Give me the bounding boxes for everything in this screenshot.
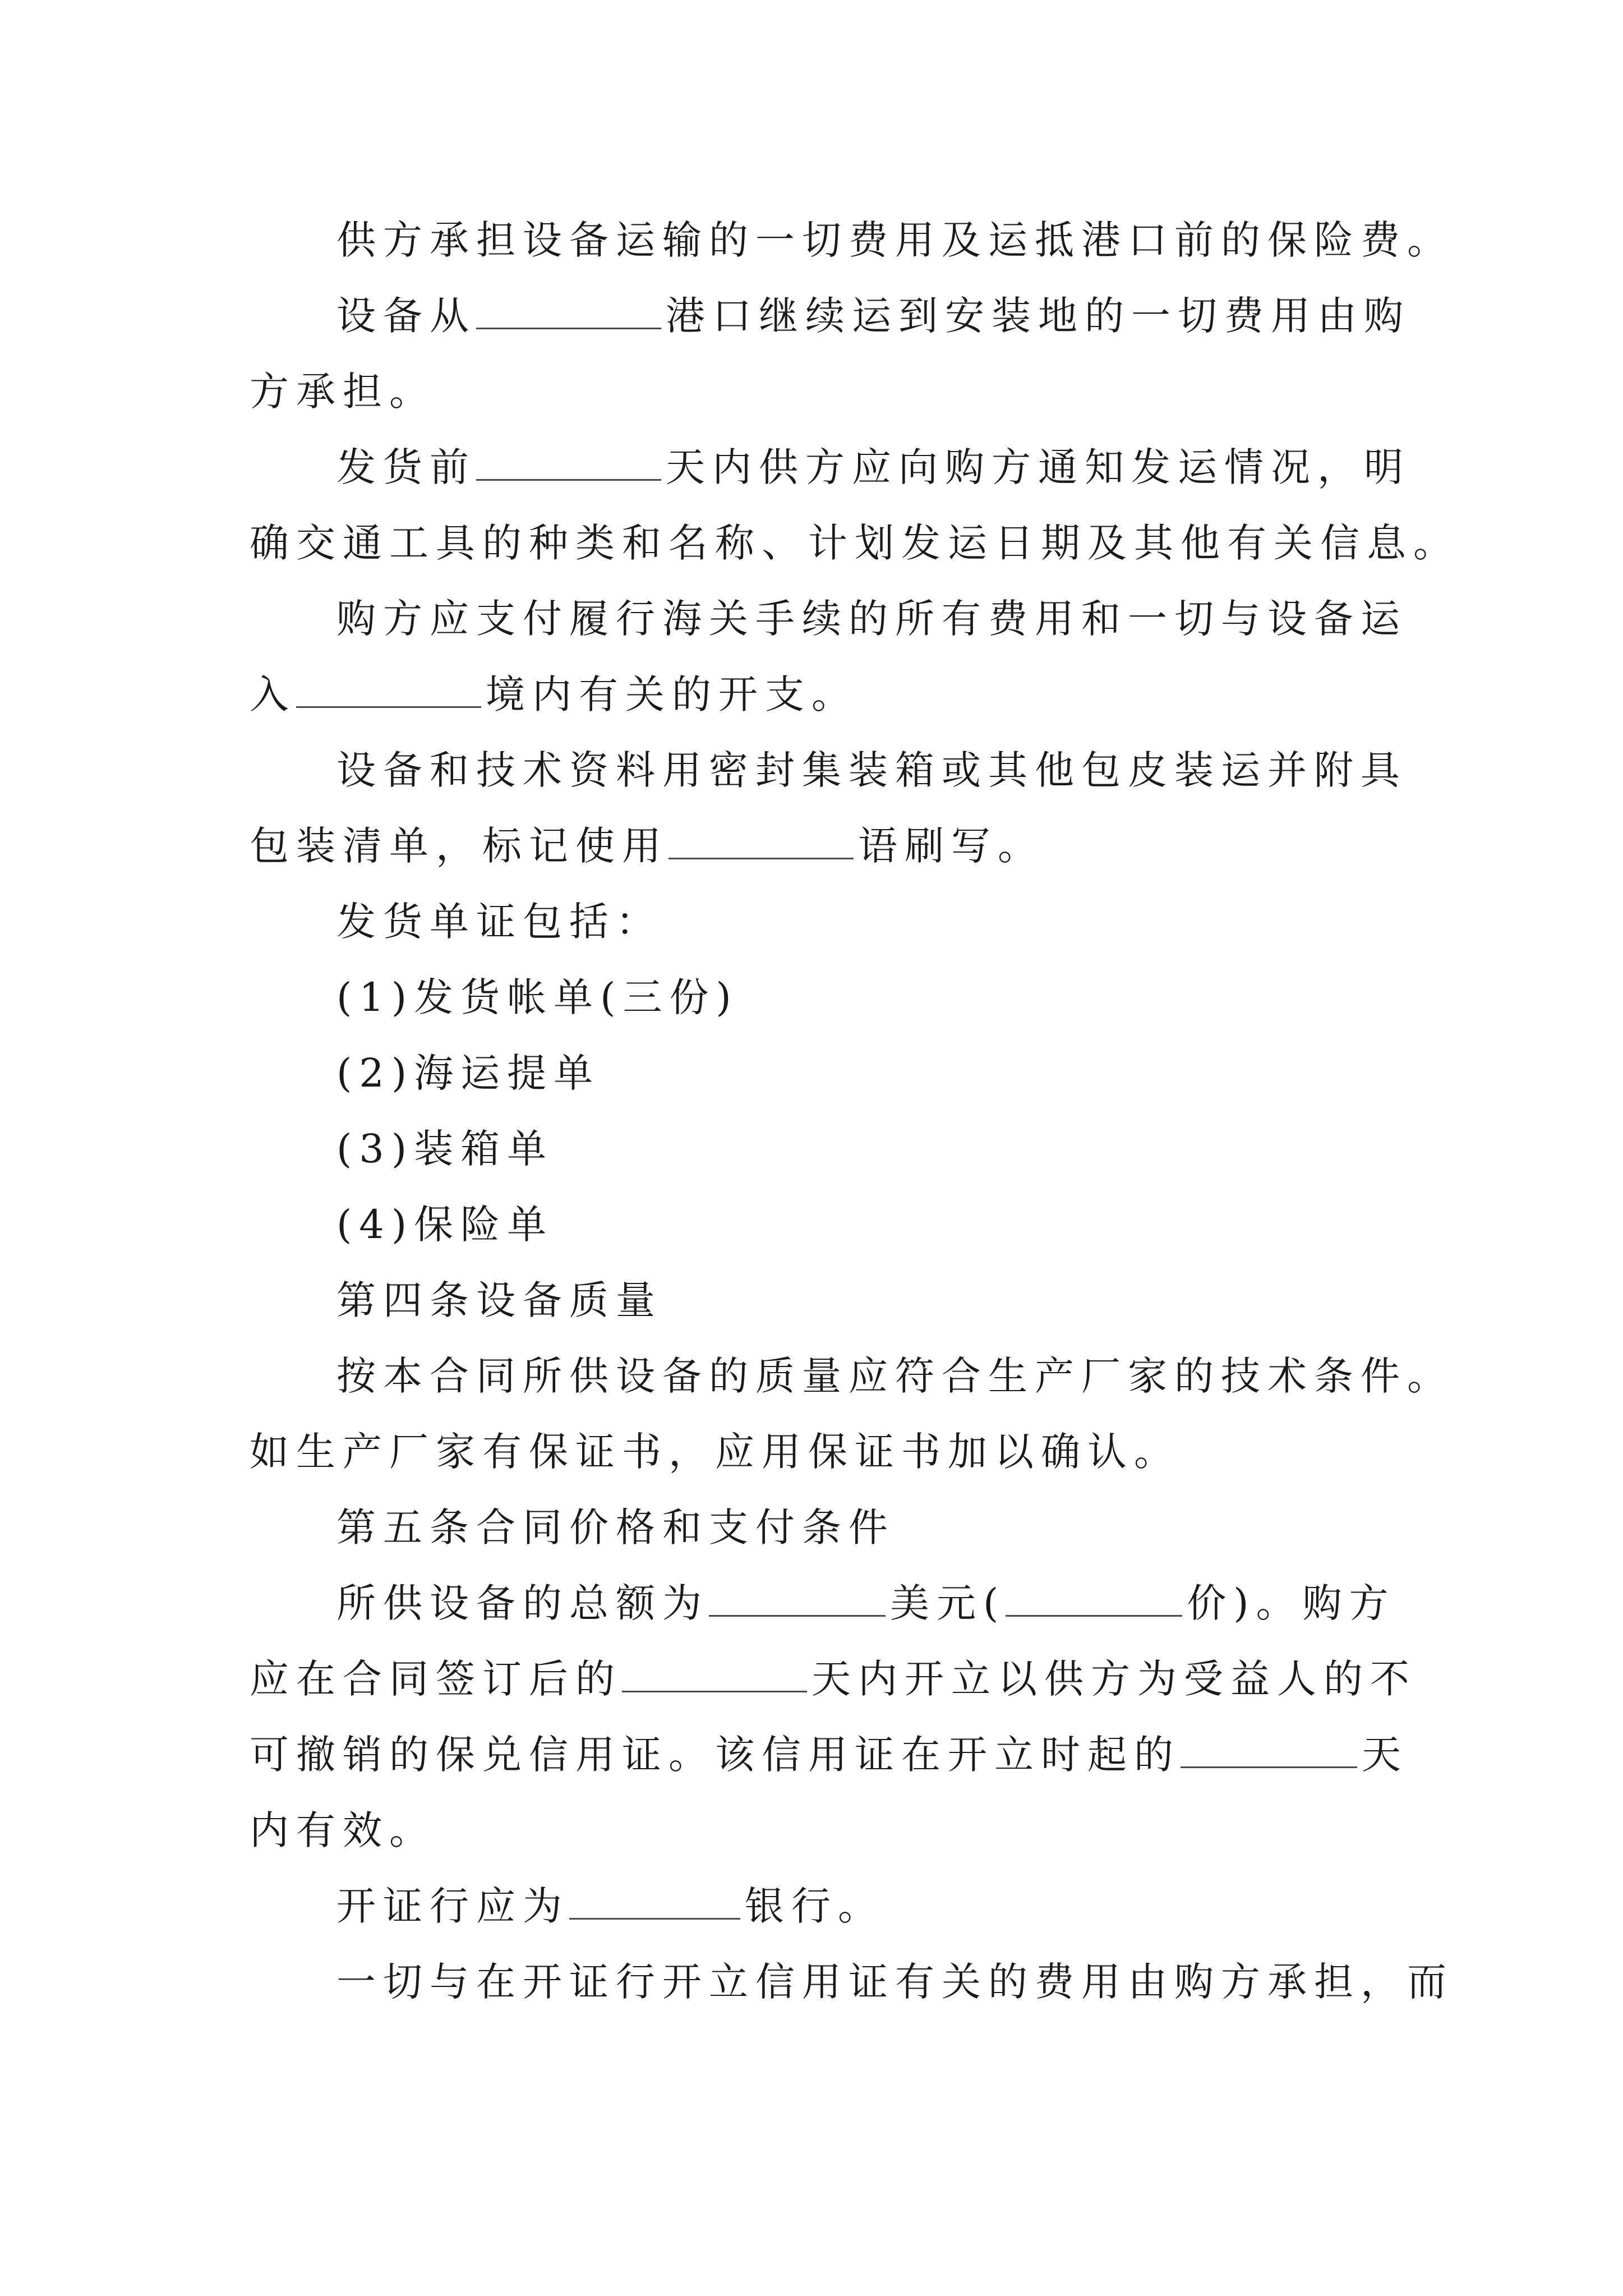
paragraph-price-line3: 可撤销的保兑信用证。该信用证在开立时起的 天 <box>250 1732 1408 1778</box>
blank-field[interactable] <box>1181 1732 1357 1768</box>
blank-field[interactable] <box>476 444 661 481</box>
paragraph-packing-line2: 包装清单，标记使用 语刷写。 <box>250 823 1044 869</box>
paragraph-price-line2: 应在合同签订后的 天内开立以供方为受益人的不 <box>250 1656 1417 1702</box>
paragraph-issuing-bank: 开证行应为 银行。 <box>336 1883 884 1929</box>
list-item: (3)装箱单 <box>336 1126 554 1172</box>
paragraph-port-onward-line1: 设备从 港口继续运到安装地的一切费用由购 <box>336 293 1410 339</box>
paragraph-packing-line1: 设备和技术资料用密封集装箱或其他包皮装运并附具 <box>336 747 1407 793</box>
paragraph-lc-fees: 一切与在开证行开立信用证有关的费用由购方承担，而 <box>336 1959 1454 2005</box>
blank-field[interactable] <box>709 1580 886 1617</box>
paragraph-shipping-notice-line2: 确交通工具的种类和名称、计划发运日期及其他有关信息。 <box>250 520 1460 566</box>
paragraph-transport-costs: 供方承担设备运输的一切费用及运抵港口前的保险费。 <box>336 217 1454 263</box>
paragraph-documents-heading: 发货单证包括： <box>336 899 662 945</box>
blank-field[interactable] <box>569 1883 740 1920</box>
blank-field[interactable] <box>622 1656 807 1692</box>
blank-field[interactable] <box>476 293 661 329</box>
paragraph-price-line4: 内有效。 <box>250 1807 436 1853</box>
paragraph-quality-line2: 如生产厂家有保证书，应用保证书加以确认。 <box>250 1429 1181 1475</box>
paragraph-customs-line2: 入 境内有关的开支。 <box>250 671 858 717</box>
article-4-heading: 第四条设备质量 <box>336 1277 662 1323</box>
list-item: (1)发货帐单(三份) <box>336 974 739 1020</box>
article-5-heading: 第五条合同价格和支付条件 <box>336 1504 895 1550</box>
paragraph-customs-line1: 购方应支付履行海关手续的所有费用和一切与设备运 <box>336 596 1407 642</box>
blank-field[interactable] <box>296 671 481 708</box>
list-item: (2)海运提单 <box>336 1050 601 1096</box>
paragraph-quality-line1: 按本合同所供设备的质量应符合生产厂家的技术条件。 <box>336 1353 1454 1399</box>
paragraph-price-line1: 所供设备的总额为 美元( 价)。购方 <box>336 1580 1396 1626</box>
paragraph-shipping-notice-line1: 发货前 天内供方应向购方通知发运情况，明 <box>336 444 1410 490</box>
paragraph-port-onward-line2: 方承担。 <box>250 369 436 415</box>
blank-field[interactable] <box>1006 1580 1182 1617</box>
blank-field[interactable] <box>668 823 854 859</box>
list-item: (4)保险单 <box>336 1202 554 1248</box>
